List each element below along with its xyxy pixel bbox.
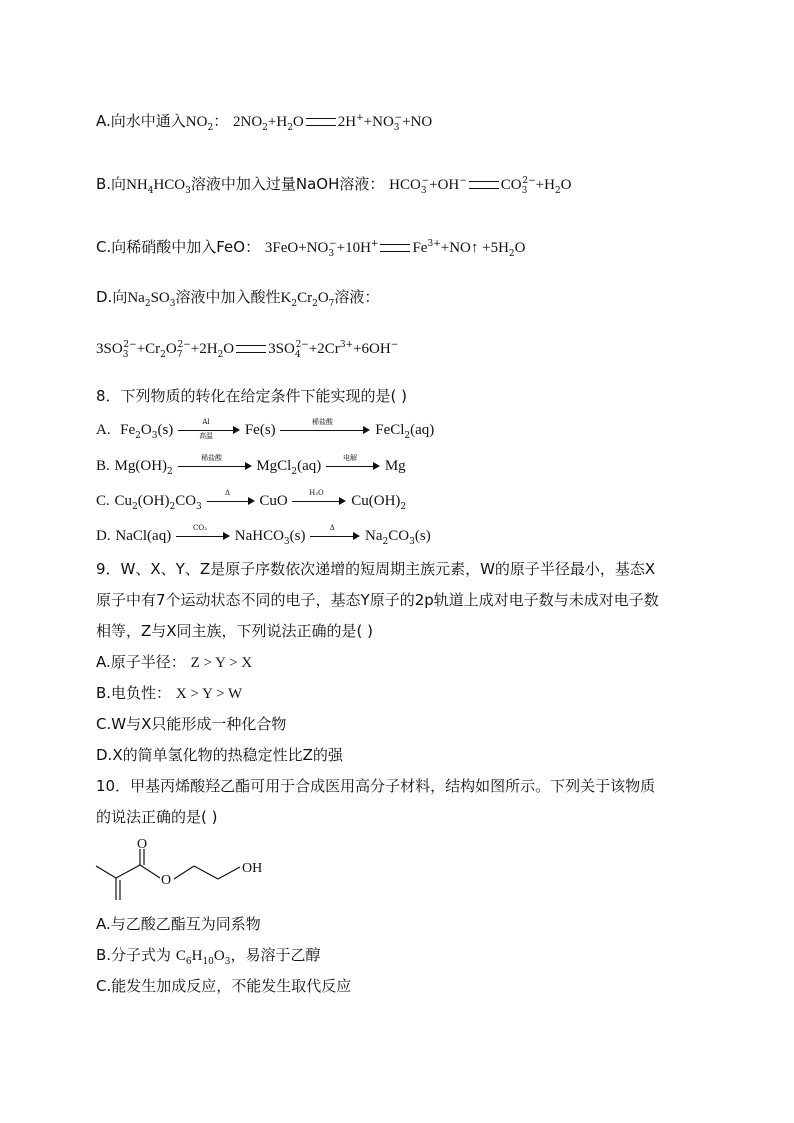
q8-option-a: A. $Fe_2O_3(s)$ Al 高温 Fe(s) 稀盐酸 FeCl$_2$(aq) [96,418,435,441]
product: +2Cr [308,341,340,357]
condition-label: 稀盐酸 [201,454,223,462]
reactant: +H [267,114,288,130]
equals-sign [236,345,266,353]
option-label: C. [96,493,110,509]
subscript: 3 [224,957,231,967]
q10-stem-line-1: 10．甲基丙烯酸羟乙酯可用于合成医用高分子材料，结构如图所示。下列关于该物质 [96,777,656,795]
formula: SO [150,290,170,306]
formula: (s) [414,528,431,544]
product: Fe [412,240,428,256]
q8-option-d: D. NaCl(aq) CO₂ NaHCO$_3$(s) Δ $Na_2CO_3(s)$ [96,524,431,547]
q9-option-b [96,683,242,704]
product: CO [500,177,522,193]
q10-option-a: A.与乙酸乙酯互为同系物 [96,915,261,933]
reaction-arrow [292,489,346,508]
q9-option-d: D.X的简单氢化物的热稳定性比Z的强 [96,746,343,764]
formula: C [175,948,186,964]
option-d-prefix: D.向 [96,288,128,306]
reaction-arrow [178,418,240,440]
option-label: A. [96,422,111,438]
ester-oxygen-label: O [161,873,172,888]
q9-stem-line-1: 9．W、X、Y、Z是原子序数依次递增的短周期主族元素，W的原子半径最小，基态X [96,560,656,578]
formula: Cu(OH) [351,493,401,509]
condition-label: 电解 [343,454,358,462]
product: +6OH [353,341,391,357]
equals-sign [380,244,410,252]
reaction-arrow [178,454,252,473]
condition-label: Δ [329,524,335,532]
product: O [514,240,526,256]
option-text: ，易溶于乙醇 [230,946,321,964]
reactant: +OH [429,177,460,193]
condition-label: 高温 [199,432,214,440]
formula: H [191,948,203,964]
formula: (aq) [297,458,322,474]
option-c-text: C.向稀硝酸中加入FeO： [96,238,261,256]
reactant: 3SO [96,341,123,357]
reaction-arrow [207,489,255,508]
formula: NO [185,114,208,130]
option-text: B.分子式为 [96,946,172,964]
formula: Mg [384,458,406,474]
option-a-text: A.向水中通入 [96,112,186,130]
reaction-arrow [326,454,380,473]
formula: NaCl(aq) [115,528,172,544]
option-text: A.原子半径： [96,653,186,671]
formula: (OH) [137,493,170,509]
option-text: B.电负性： [96,684,172,702]
reactant: 3FeO+NO [264,240,329,256]
option-label: D. [96,528,111,544]
separator: ： [213,112,229,130]
reaction-arrow [310,524,360,543]
reactant: +10H [336,240,371,256]
product: +NO [402,114,433,130]
formula: CuO [259,493,288,509]
reactant: +2H [190,341,218,357]
option-d-text: 溶液中加入酸性 [175,288,281,306]
formula: X > Y > W [175,686,243,702]
q7-option-c: C.向稀硝酸中加入FeO： $3FeO+NO_3^-+10H^+$ $Fe^{3+}+NO↑ +5H_2O$ [96,238,526,259]
q8-title: 8．下列物质的转化在给定条件下能实现的是( ) [96,387,408,405]
formula: (s) [157,422,174,438]
hydroxyl-bond [218,867,240,879]
formula: MgCl [256,458,292,474]
q9-stem-line-2: 原子中有7个运动状态不同的电子，基态Y原子的2p轨道上成对电子数与未成对电子数 [96,591,659,609]
product: O [560,177,572,193]
q9-stem-line-3: 相等，Z与X同主族，下列说法正确的是( ) [96,622,374,640]
formula: Cr [297,290,313,306]
equals-sign [306,118,336,126]
formula: O [213,948,225,964]
q10-option-c: C.能发生加成反应，不能发生取代反应 [96,977,352,995]
product: 3SO [268,341,295,357]
formula: NH [126,177,148,193]
formula: Cu [114,493,133,509]
option-b-prefix: B.向 [96,175,127,193]
q10-stem-line-2: 的说法正确的是( ) [96,808,218,826]
formula: Fe(s) [244,422,276,438]
carbonyl-oxygen-label: O [137,837,148,852]
reaction-arrow [280,418,370,437]
methyl-bond [96,866,116,878]
q9-option-c: C.W与X只能形成一种化合物 [96,715,287,733]
q7-option-a: A.向水中通入$NO_2$： $2NO_2+H_2O$ $2H^++NO_3^-+NO$ [96,112,433,133]
formula: O [140,422,152,438]
ethyl-bond [194,866,218,879]
hydroxyl-label: OH [242,861,263,876]
condition-label: 稀盐酸 [311,418,333,426]
condition-label: H₂O [309,489,324,497]
formula: (s) [289,528,306,544]
formula: Mg(OH) [114,458,168,474]
condition-label: Al [202,418,210,426]
subscript: 10 [202,957,214,967]
product: +NO [363,114,394,130]
option-b-text: 溶液中加入过量NaOH溶液： [190,175,385,193]
q10-option-b [96,945,320,966]
product: 2H [337,114,357,130]
formula: Z > Y > X [190,655,253,671]
ethyl-bond [174,866,194,879]
subscript: 6 [185,957,192,967]
option-label: B. [96,458,110,474]
formula: Na [365,528,383,544]
formula: NaHCO [234,528,284,544]
condition-label: Δ [225,489,231,497]
condition-label: CO₂ [193,524,207,532]
q7-option-d-equation: $3SO_3^{2-}+Cr_2O_7^{2-}+2H_2O$ $3SO_4^{2-}+2Cr^{3+}+6OH^-$ [96,340,399,360]
formula: K [280,290,292,306]
q9-option-a [96,652,252,673]
q7-option-d: D.向$Na_2SO_3$溶液中加入酸性$K_2Cr_2O_7$溶液： [96,288,380,309]
reactant: +Cr [136,341,161,357]
reactant: O [165,341,177,357]
formula: (aq) [410,422,435,438]
molecule-structure [94,836,284,906]
formula: Na [127,290,145,306]
formula: CO [175,493,197,509]
formula: CO [388,528,410,544]
reactant: O [292,114,304,130]
q8-option-b: B. $Mg(OH)_2$ 稀盐酸 MgCl$_2$(aq) 电解 Mg [96,454,406,477]
formula: O [317,290,329,306]
formula: FeCl [375,422,405,438]
product: +H [535,177,555,193]
reactant: HCO [389,177,421,193]
reactant: 2NO [232,114,263,130]
option-d-end: 溶液： [334,288,380,306]
reaction-arrow [176,524,230,543]
formula: HCO [153,177,186,193]
product: +NO↑ +5H [440,240,509,256]
formula: Fe [120,422,136,438]
q8-option-c: C. $Cu_2(OH)_2CO_3$ Δ CuO H₂O $Cu(OH)_2$ [96,489,407,512]
ester-bond [140,865,160,878]
equals-sign [469,181,499,189]
carbonyl-carbon-bond [116,865,140,878]
reactant: O [223,341,235,357]
q7-option-b: B.向$NH_4HCO_3$溶液中加入过量NaOH溶液： $HCO_3^-+OH^-$ $CO_3^{2-}+H_2O$ [96,175,572,196]
